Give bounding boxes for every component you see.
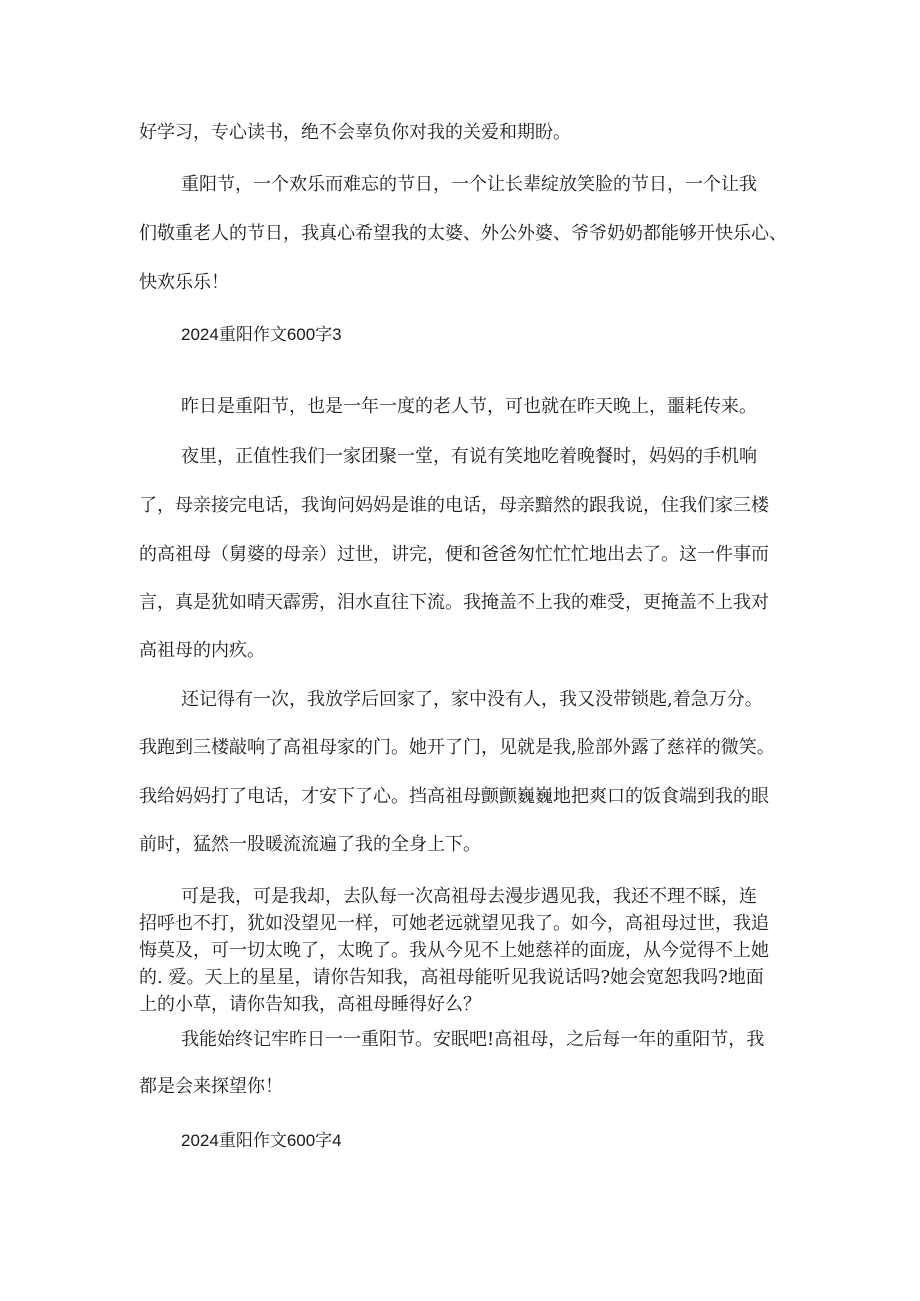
paragraph-first-line: 我能始终记牢昨日一一重阳节。安眠吧!高祖母，之后每一年的重阳节，我: [181, 1029, 765, 1050]
body-text-line: 了，母亲接完电话，我询问妈妈是谁的电话，母亲黯然的跟我说，住我们家三楼: [139, 495, 769, 516]
body-text-line: 高祖母的内疚。: [139, 640, 265, 661]
body-text-line: 的高祖母（舅婆的母亲）过世，讲完，便和爸爸匆忙忙忙地出去了。这一件事而: [139, 544, 769, 565]
paragraph-first-line: 昨日是重阳节，也是一年一度的老人节，可也就在昨天晚上，噩耗传来。: [181, 396, 757, 417]
body-text-line: 都是会来探望你！: [139, 1076, 283, 1097]
body-text-line: 们敬重老人的节日，我真心希望我的太婆、外公外婆、爷爷奶奶都能够开快乐心、: [139, 223, 787, 244]
body-text-line: 言，真是犹如晴天霹雳，泪水直往下流。我掩盖不上我的难受，更掩盖不上我对: [139, 592, 769, 613]
body-text-line: 快欢乐乐！: [139, 272, 229, 293]
paragraph-first-line: 重阳节，一个欢乐而难忘的节日，一个让长辈绽放笑脸的节日，一个让我: [181, 174, 757, 195]
body-text-line: 的. 爱。天上的星星，请你告知我，高祖母能听见我说话吗?她会宽恕我吗?地面: [139, 967, 764, 988]
body-text-line: 前时，猛然一股暖流流遍了我的全身上下。: [139, 834, 481, 855]
section-heading: 2024重阳作文600字4: [181, 1131, 342, 1150]
body-text-line: 我给妈妈打了电话，才安下了心。挡高祖母颤颤巍巍地把爽口的饭食端到我的眼: [139, 786, 769, 807]
body-text-line: 悔莫及，可一切太晚了，太晚了。我从今见不上她慈祥的面庞，从今觉得不上她: [139, 940, 769, 961]
body-text-line: 我跑到三楼敲响了高祖母家的门。她开了门，见就是我,脸部外露了慈祥的微笑。: [139, 737, 775, 758]
body-text-line: 上的小草，请你告知我，高祖母睡得好么？: [139, 994, 481, 1015]
paragraph-first-line: 还记得有一次，我放学后回家了，家中没有人，我又没带锁匙,着急万分。: [181, 689, 763, 710]
paragraph-first-line: 夜里，正值性我们一家团聚一堂，有说有笑地吃着晚餐时，妈妈的手机响: [181, 446, 757, 467]
section-heading: 2024重阳作文600字3: [181, 325, 342, 344]
body-text-line: 好学习，专心读书，绝不会辜负你对我的关爱和期盼。: [139, 122, 571, 143]
paragraph-first-line: 可是我，可是我却，去队每一次高祖母去漫步遇见我，我还不理不睬，连: [181, 886, 757, 907]
body-text-line: 招呼也不打，犹如没望见一样，可她老远就望见我了。如今，高祖母过世，我追: [139, 913, 769, 934]
